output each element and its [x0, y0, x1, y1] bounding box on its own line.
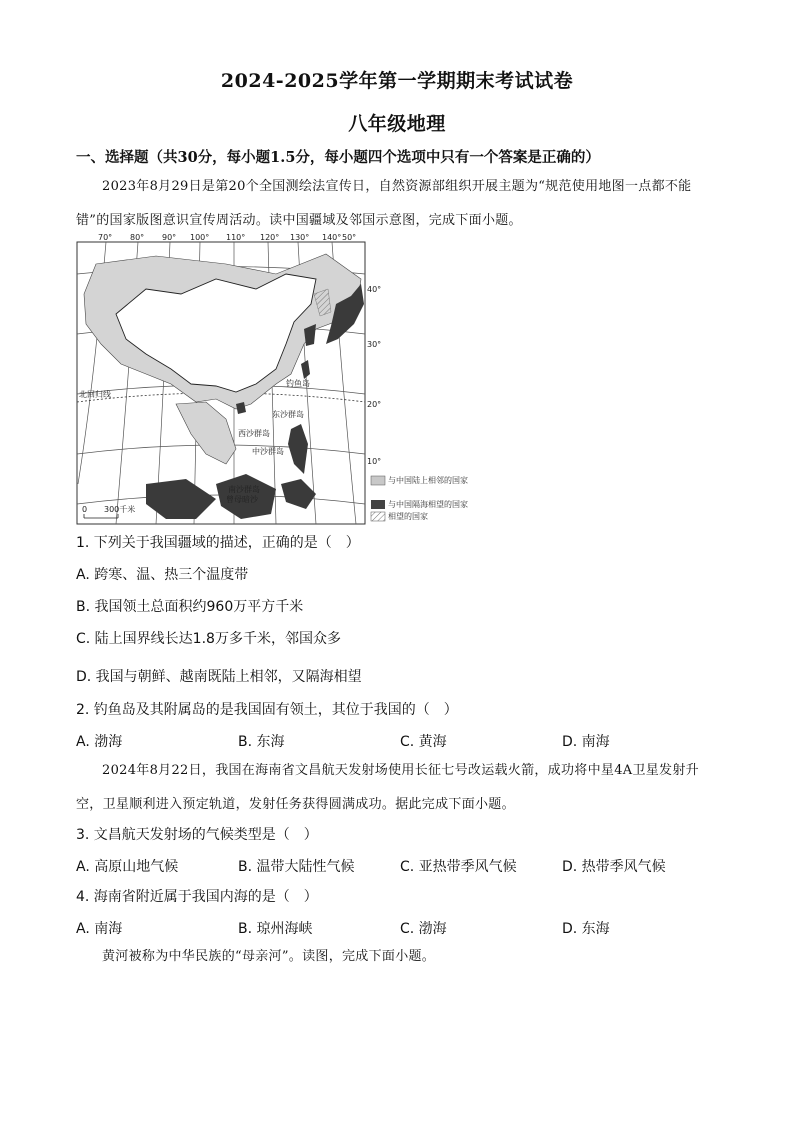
q4-option-a[interactable]: A. 南海: [76, 921, 123, 937]
passage-2: 2024年8月22日，我国在海南省文昌航天发射场使用长征七号改运载火箭，成功将中星4A卫星发射升空，卫星顺利进入预定轨道，发射任务获得圆满成功。据此完成下面小题。: [76, 763, 699, 812]
section-heading: 一、选择题（共30分，每小题1.5分，每小题四个选项中只有一个答案是正确的）: [76, 149, 600, 166]
map-svg: [76, 233, 468, 526]
q3-option-a[interactable]: A. 高原山地气候: [76, 859, 179, 875]
passage-3: 黄河被称为中华民族的“母亲河”。读图，完成下面小题。: [102, 949, 436, 964]
place-diaoyudao: 钓鱼岛: [286, 379, 310, 388]
question-4-stem: 4. 海南省附近属于我国内海的是（ ）: [76, 889, 318, 905]
q2-option-a[interactable]: A. 渤海: [76, 734, 123, 750]
q1-option-c[interactable]: C. 陆上国界线长达1.8万多千米，邻国众多: [76, 631, 341, 647]
lat-label: 10°: [367, 457, 382, 466]
q3-option-b[interactable]: B. 温带大陆性气候: [238, 859, 355, 875]
q4-option-b[interactable]: B. 琼州海峡: [238, 921, 313, 937]
question-2-stem: 2. 钓鱼岛及其附属岛的是我国固有领土，其位于我国的（ ）: [76, 702, 458, 718]
lat-label: 40°: [367, 285, 382, 294]
china-territory-map: [76, 233, 468, 526]
lon-label: 50°: [342, 233, 357, 242]
passage-1: 2023年8月29日是第20个全国测绘法宣传日，自然资源部组织开展主题为“规范使用地图一点都不能错”的国家版图意识宣传周活动。读中国疆域及邻国示意图，完成下面小题。: [76, 179, 692, 228]
lon-label: 110°: [226, 233, 246, 242]
place-xisha: 西沙群岛: [238, 429, 270, 438]
lon-label: 70°: [98, 233, 113, 242]
q2-option-b[interactable]: B. 东海: [238, 734, 285, 750]
legend-label-land: 与中国陆上相邻的国家: [388, 476, 468, 485]
legend-swatch-hatched: [371, 512, 385, 521]
lon-label: 140°: [322, 233, 342, 242]
legend-swatch-sea: [371, 500, 385, 509]
q3-option-d[interactable]: D. 热带季风气候: [562, 859, 666, 875]
legend-label-hatched: 相望的国家: [388, 512, 428, 521]
exam-subtitle: 八年级地理: [348, 113, 446, 135]
place-dongsha: 东沙群岛: [272, 410, 304, 419]
question-1-stem: 1. 下列关于我国疆域的描述，正确的是（ ）: [76, 535, 360, 551]
lon-label: 120°: [260, 233, 280, 242]
map-legend: [371, 475, 468, 521]
q1-option-d[interactable]: D. 我国与朝鲜、越南既陆上相邻，又隔海相望: [76, 669, 362, 685]
q4-option-c[interactable]: C. 渤海: [400, 921, 447, 937]
place-zengmu: 曾母暗沙: [226, 495, 258, 504]
lon-labels: [98, 233, 356, 242]
place-zhongsha: 中沙群岛: [252, 447, 284, 456]
scale-zero: 0: [82, 505, 88, 514]
q2-option-d[interactable]: D. 南海: [562, 734, 610, 750]
q1-option-b[interactable]: B. 我国领土总面积约960万平方千米: [76, 599, 304, 615]
lat-label: 30°: [367, 340, 382, 349]
legend-label-sea: 与中国隔海相望的国家: [388, 500, 468, 509]
q1-option-a[interactable]: A. 跨寒、温、热三个温度带: [76, 567, 249, 583]
q3-option-c[interactable]: C. 亚热带季风气候: [400, 859, 517, 875]
tropic-label: 北回归线: [79, 390, 111, 399]
place-nansha: 南沙群岛: [228, 485, 260, 494]
lon-label: 80°: [130, 233, 145, 242]
scale-distance: 300千米: [104, 505, 136, 514]
exam-title: 2024-2025学年第一学期期末考试试卷: [220, 70, 574, 92]
lon-label: 90°: [162, 233, 177, 242]
legend-swatch-land: [371, 476, 385, 485]
lat-labels: [367, 285, 381, 466]
q2-option-c[interactable]: C. 黄海: [400, 734, 447, 750]
lon-label: 130°: [290, 233, 310, 242]
lon-label: 100°: [190, 233, 210, 242]
q4-option-d[interactable]: D. 东海: [562, 921, 610, 937]
lat-label: 20°: [367, 400, 382, 409]
question-3-stem: 3. 文昌航天发射场的气候类型是（ ）: [76, 827, 318, 843]
